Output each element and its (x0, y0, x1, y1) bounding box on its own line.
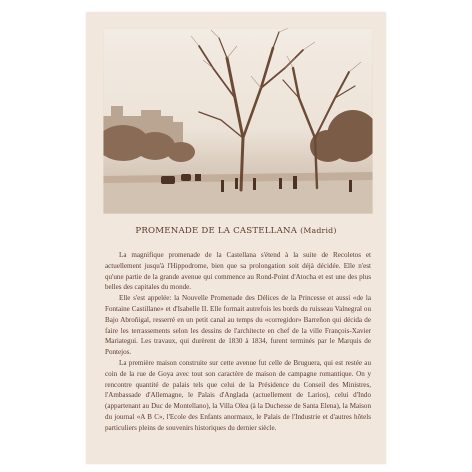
caption-title: PROMENADE DE LA CASTELLANA (135, 226, 298, 236)
caption-subtitle: (Madrid) (300, 226, 337, 235)
castellana-photograph (103, 28, 373, 214)
postcard (86, 12, 386, 464)
branch-texture (191, 28, 361, 88)
right-trees (310, 110, 373, 162)
photo-caption (86, 226, 386, 236)
photo-illustration (103, 28, 373, 214)
paragraph-1: La magnifique promenade de la Castellana s'étend à la suite de Recoletos et actuellement jusqu'à l'Hippodrome, bien que sa prolongation soit déjà décidée. Elle n'est qu'une partie de la grande avenue qui commence au Rond-Point d'Atocha et est une des plus belles des capitales du monde. (105, 251, 371, 292)
paragraph-3: La première maison construite sur cette avenue fut celle de Bruguera, qui est restée au coin de la rue de Goya avec tout son caractère de maison de campagne romantique. On y rencontre quantité de palais tels que celui de la Présidence du Conseil des Ministres, l'Ambassade d'Allemagne, le Palais d'Anglada (actuellement de Larios), celui d'Indo (appartenant au Duc de Montellano), la Villa Olea (à la Duchesse de Santa Elena), la Maison du journal «A B C», l'Ecole des Enfants anormaux, le Palais de l'Industrie et d'autres hôtels particuliers pleins de souvenirs historiques du dernier siècle. (105, 358, 371, 432)
central-trees (199, 32, 355, 190)
paragraph-2: Elle s'est appelée: la Nouvelle Promenade des Délices de la Princesse et aussi «de la Fontaine Castillane» et d'Isabelle II. Elle formait autrefois les bords du ruisseau Valnegral ou Bajo Abroñigal, resserré en un petit canal au temps du «corregidor» Barreñon qui décida de faire les terrassements selon les dessins de l'architecte en chef de la ville François-Xavier Mariategui. Les travaux, qui durèrent de 1830 à 1834, furent terminés par le Marquis de Pontejos. (105, 294, 371, 357)
description-text (105, 250, 371, 434)
